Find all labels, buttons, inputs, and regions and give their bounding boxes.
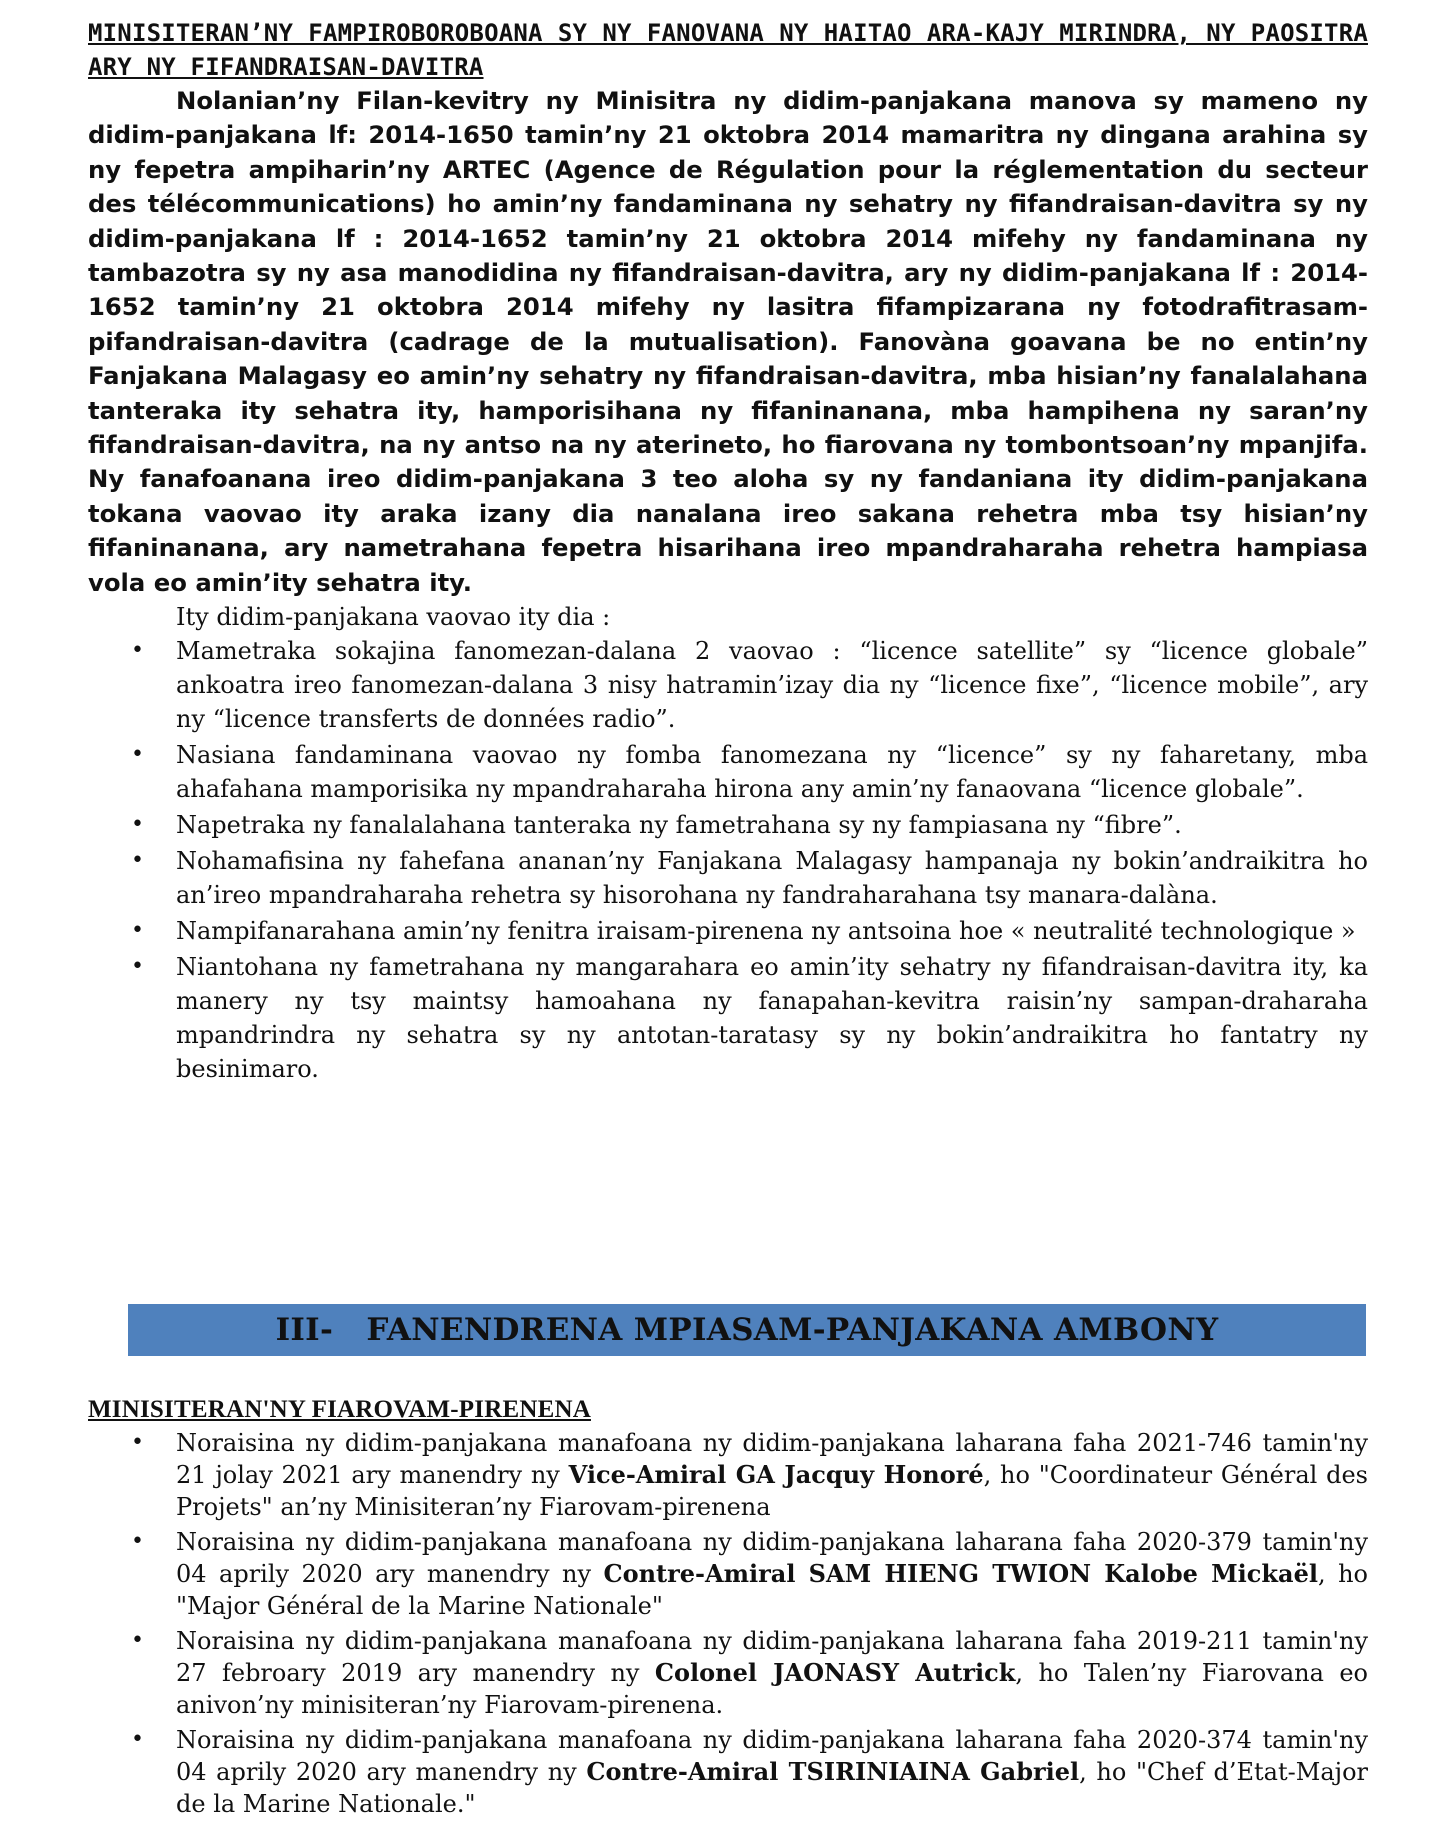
appointment-text: Noraisina ny didim-panjakana manafoana ny didim-panjakana laharana faha 2019-211 tamin'ny 27 febroary 2019 ary manendry ny: [176, 1627, 1368, 1687]
section-title: FANENDRENA MPIASAM-PANJAKANA AMBONY: [366, 1312, 1219, 1348]
bullet-icon: •: [131, 812, 144, 838]
appointment-text: Noraisina ny didim-panjakana manafoana ny didim-panjakana laharana faha 2021-746 tamin'ny 21 jolay 2021 ary manendry ny: [176, 1429, 1368, 1489]
appointment-role: , ho "Coordinateur Général des Projets" an’ny Minisiteran’ny Fiarovam-pirenena: [176, 1461, 1368, 1521]
list-item-text: Nasiana fandaminana vaovao ny fomba fanomezana ny “licence” sy ny faharetany, mba ahafahana mamporisika ny mpandraharaha hirona any amin’ny fanaovana “licence globale”.: [176, 741, 1368, 804]
ministry-heading-telecom: MINISITERAN’NY FAMPIROBOROBOANA SY NY FANOVANA NY HAITAO ARA-KAJY MIRINDRA, NY PAOSITRA ARY NY FIFANDRAISAN-DAVITRA: [88, 19, 1368, 81]
appointee-name: Contre-Amiral SAM HIENG TWION Kalobe Mickaël: [603, 1559, 1318, 1588]
appointment-role: , ho "Chef d’Etat-Major de la Marine Nationale.": [176, 1758, 1368, 1818]
bullet-icon: •: [131, 918, 144, 944]
list-item-text: Nohamafisina ny fahefana ananan’ny Fanjakana Malagasy hampanaja ny bokin’andraikitra ho an’ireo mpandraharaha rehetra sy hisorohana ny fandraharahana tsy manara-dalàna.: [176, 847, 1368, 910]
list-item: [88, 738, 1368, 806]
bullet-icon: •: [131, 1529, 144, 1554]
section-number: III-: [275, 1312, 334, 1348]
appointee-name: Vice-Amiral GA Jacquy Honoré: [568, 1460, 984, 1489]
bullet-icon: •: [131, 1628, 144, 1653]
decree-intro-line: Ity didim-panjakana vaovao ity dia :: [176, 603, 611, 632]
list-item-text: Niantohana ny fametrahana ny mangarahara eo amin’ity sehatry ny fifandraisan-davitra ity, ka manery ny tsy maintsy hamoahana ny fanapahan-kevitra raisin’ny sampan-draharaha mpandrindra ny sehatra sy ny antotan-taratasy sy ny bokin’andraikitra ho fantatry ny besinimaro.: [176, 953, 1368, 1084]
list-item-text: Nampifanarahana amin’ny fenitra iraisam-pirenena ny antsoina hoe « neutralité technologique »: [176, 917, 1356, 946]
bullet-icon: •: [131, 638, 144, 664]
appointment-role: , ho "Major Général de la Marine Nationale": [176, 1560, 1368, 1620]
bullet-icon: •: [131, 742, 144, 768]
list-item: [88, 1526, 1368, 1622]
list-item: [88, 1724, 1368, 1820]
ministry-heading-defense: MINISITERAN'NY FIAROVAM-PIRENENA: [88, 1396, 591, 1423]
list-item: [88, 950, 1368, 1086]
list-item: [88, 1625, 1368, 1721]
list-item-text: Napetraka ny fanalalahana tanteraka ny fametrahana sy ny fampiasana ny “fibre”.: [176, 811, 1182, 840]
bullet-icon: •: [131, 954, 144, 980]
bullet-icon: •: [131, 1727, 144, 1752]
appointments-list: [88, 1427, 1368, 1820]
appointment-text: Noraisina ny didim-panjakana manafoana ny didim-panjakana laharana faha 2020-374 tamin'ny 04 aprily 2020 ary manendry ny: [176, 1726, 1368, 1786]
appointment-text: Noraisina ny didim-panjakana manafoana ny didim-panjakana laharana faha 2020-379 tamin'ny 04 aprily 2020 ary manendry ny: [176, 1528, 1368, 1588]
appointee-name: Contre-Amiral TSIRINIAINA Gabriel: [586, 1757, 1080, 1786]
bullet-icon: •: [131, 1430, 144, 1455]
appointment-role: , ho Talen’ny Fiarovana eo anivon’ny minisiteran’ny Fiarovam-pirenena.: [176, 1659, 1368, 1719]
bullet-icon: •: [131, 848, 144, 874]
list-item: [88, 844, 1368, 912]
section-header-bar: [128, 1304, 1366, 1356]
list-item: [88, 634, 1368, 736]
list-item-text: Mametraka sokajina fanomezan-dalana 2 vaovao : “licence satellite” sy “licence globale” ankoatra ireo fanomezan-dalana 3 nisy hatramin’izay dia ny “licence fixe”, “licence mobile”, ary ny “licence transferts de données radio”.: [176, 637, 1368, 734]
decree-summary-paragraph: Nolanian’ny Filan-kevitry ny Minisitra ny didim-panjakana manova sy mameno ny didim-panjakana lf: 2014-1650 tamin’ny 21 oktobra 2014 mamaritra ny dingana arahina sy ny fepetra ampiharin’ny ARTEC (Agence de Régulation pour la réglementation du secteur des télécommunications) ho amin’ny fandaminana ny sehatry ny fifandraisan-davitra sy ny didim-panjakana lf : 2014-1652 tamin’ny 21 oktobra 2014 mifehy ny fandaminana ny tambazotra sy ny asa manodidina ny fifandraisan-davitra, ary ny didim-panjakana lf : 2014-1652 tamin’ny 21 oktobra 2014 mifehy ny lasitra fifampizarana ny fotodrafitrasam-pifandraisan-davitra (cadrage de la mutualisation). Fanovàna goavana be no entin’ny Fanjakana Malagasy eo amin’ny sehatry ny fifandraisan-davitra, mba hisian’ny fanalalahana tanteraka ity sehatra ity, hamporisihana ny fifaninanana, mba hampihena ny saran’ny fifandraisan-davitra, na ny antso na ny aterineto, ho fiarovana ny tombontsoan’ny mpanjifa. Ny fanafoanana ireo didim-panjakana 3 teo aloha sy ny fandaniana ity didim-panjakana tokana vaovao ity araka izany dia nanalana ireo sakana rehetra mba tsy hisian’ny fifaninanana, ary nametrahana fepetra hisarihana ireo mpandraharaha rehetra hampiasa vola eo amin’ity sehatra ity.: [88, 86, 1368, 597]
decree-provisions-list: [88, 634, 1368, 1086]
list-item: [88, 914, 1368, 948]
list-item: [88, 808, 1368, 842]
list-item: [88, 1427, 1368, 1523]
defense-section: [88, 1393, 1368, 1823]
appointee-name: Colonel JAONASY Autrick: [654, 1658, 1016, 1687]
document-page: [88, 16, 1368, 1088]
